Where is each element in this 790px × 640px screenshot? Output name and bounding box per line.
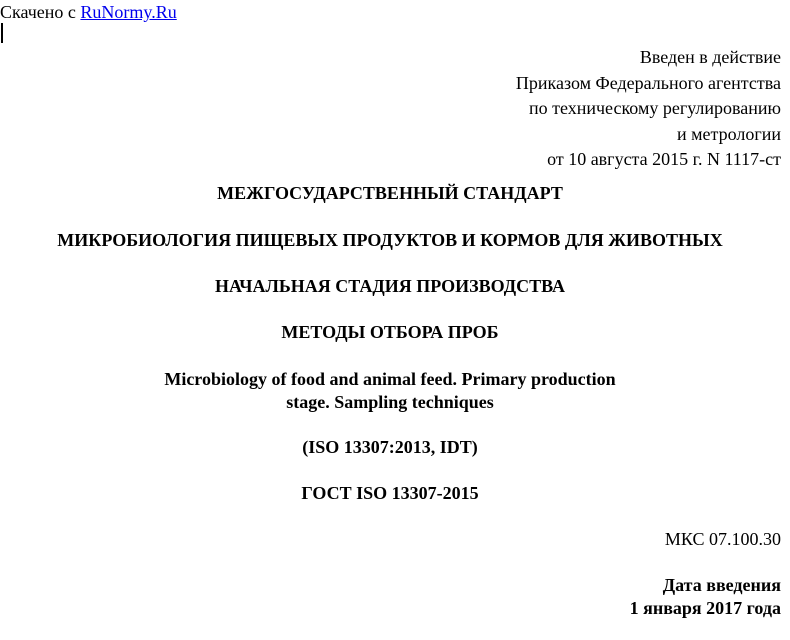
- intro-date-value: 1 января 2017 года: [629, 598, 781, 618]
- runormy-link[interactable]: RuNormy.Ru: [80, 2, 177, 22]
- mks-code: МКС 07.100.30: [664, 529, 781, 549]
- english-title: [0, 368, 780, 414]
- gost-number: ГОСТ ISO 13307-2015: [301, 483, 479, 503]
- text-cursor: [1, 23, 3, 43]
- decree-line: Введен в действие: [639, 47, 781, 67]
- decree-line: по техническому регулированию: [528, 98, 781, 119]
- iso-reference: (ISO 13307:2013, IDT): [302, 437, 478, 457]
- decree-line: и метрологии: [677, 123, 781, 144]
- decree-block: [381, 45, 781, 173]
- title-heading-2: НАЧАЛЬНАЯ СТАДИЯ ПРОИЗВОДСТВА: [214, 276, 566, 296]
- intro-date-block: [630, 574, 781, 620]
- decree-line: Приказом Федерального агентства: [515, 72, 781, 93]
- standard-type-heading: МЕЖГОСУДАРСТВЕННЫЙ СТАНДАРТ: [217, 183, 563, 203]
- decree-line: от 10 августа 2015 г. N 1117-ст: [547, 149, 781, 170]
- english-title-line: Microbiology of food and animal feed. Primary production: [164, 369, 616, 389]
- source-line: [0, 1, 177, 23]
- title-heading-1: МИКРОБИОЛОГИЯ ПИЩЕВЫХ ПРОДУКТОВ И КОРМОВ ДЛЯ ЖИВОТНЫХ: [57, 230, 723, 250]
- title-heading-3: МЕТОДЫ ОТБОРА ПРОБ: [281, 322, 499, 342]
- intro-date-label: Дата введения: [662, 575, 781, 595]
- source-prefix: Скачено с: [0, 2, 81, 22]
- english-title-line: stage. Sampling techniques: [286, 392, 494, 412]
